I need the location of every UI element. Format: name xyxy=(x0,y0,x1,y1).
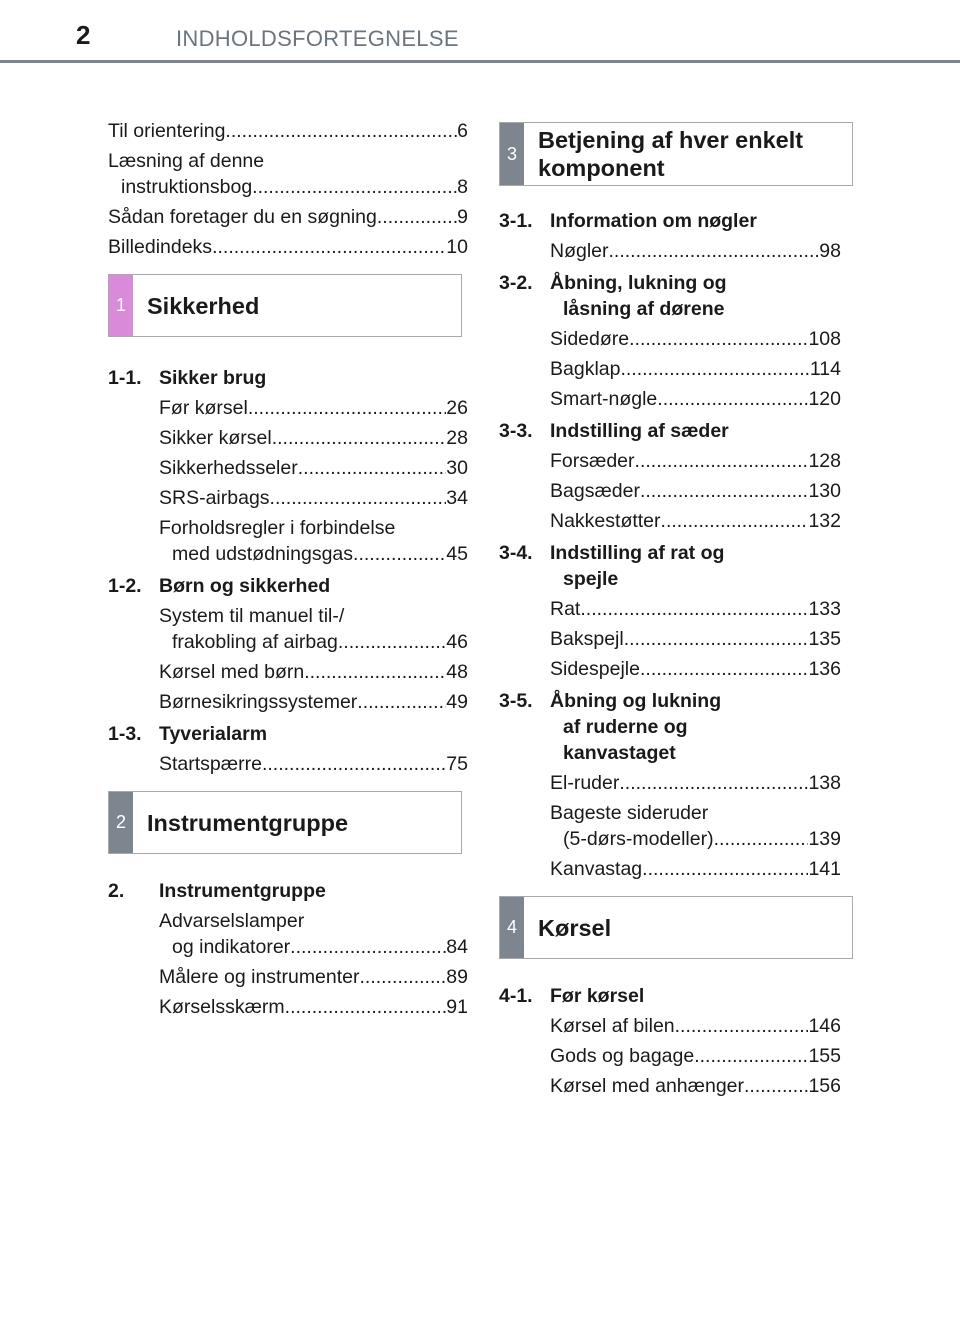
section-heading[interactable]: 3-2. Åbning, lukning og xyxy=(499,272,727,294)
toc-entry[interactable]: Sådan foretager du en søgning ..... 9 xyxy=(108,204,468,230)
toc-entry[interactable]: Sidedøre ..... 108 xyxy=(550,326,841,352)
section-heading[interactable]: 1-1. Sikker brug xyxy=(108,367,267,389)
toc-entry[interactable]: Nakkestøtter ..... 132 xyxy=(550,508,841,534)
toc-entry[interactable]: Sikkerhedsseler ..... 30 xyxy=(159,455,468,481)
page-header xyxy=(0,0,960,64)
toc-entry[interactable]: SRS-airbags ..... 34 xyxy=(159,485,468,511)
chapter-number-tab: 1 xyxy=(109,275,133,336)
chapter-title: Betjening af hver enkelt komponent xyxy=(538,127,804,181)
page-title: INDHOLDSFORTEGNELSE xyxy=(176,26,459,51)
section-items xyxy=(499,770,853,882)
section-items xyxy=(108,908,468,1020)
chapter-title: Kørsel xyxy=(538,914,612,941)
section-heading[interactable]: 3-1. Information om nøgler xyxy=(499,210,757,232)
chapter-number-tab: 3 xyxy=(500,123,524,185)
section-items xyxy=(108,751,468,777)
toc-entry[interactable]: Smart-nøgle ..... 120 xyxy=(550,386,841,412)
section-heading-cont: kanvastaget xyxy=(563,742,676,764)
section-items xyxy=(499,1013,853,1099)
toc-entry[interactable]: Billedindeks ..... 10 xyxy=(108,234,468,260)
chapter-box-3[interactable] xyxy=(499,122,853,186)
section-heading[interactable]: 4-1. Før kørsel xyxy=(499,985,645,1007)
toc-entry[interactable]: Målere og instrumenter ..... 89 xyxy=(159,964,468,990)
section-heading[interactable]: 3-5. Åbning og lukning xyxy=(499,690,722,712)
section-heading[interactable]: 3-4. Indstilling af rat og xyxy=(499,542,725,564)
chapter-box-4[interactable] xyxy=(499,896,853,959)
toc-entry[interactable]: Bakspejl ..... 135 xyxy=(550,626,841,652)
toc-entry[interactable]: Bagsæder ..... 130 xyxy=(550,478,841,504)
toc-entry[interactable]: Kanvastag ..... 141 xyxy=(550,856,841,882)
toc-right-column xyxy=(499,122,853,1099)
section-items xyxy=(499,448,853,534)
section-items xyxy=(108,395,468,567)
section-heading-cont: låsning af dørene xyxy=(563,298,725,320)
section-heading-cont: af ruderne og xyxy=(563,716,688,738)
toc-entry[interactable]: Kørsel med børn ..... 48 xyxy=(159,659,468,685)
toc-entry[interactable]: Kørselsskærm ..... 91 xyxy=(159,994,468,1020)
section-heading-cont: spejle xyxy=(563,568,619,590)
toc-entry[interactable]: Bagklap ..... 114 xyxy=(550,356,841,382)
toc-entry[interactable]: Forsæder ..... 128 xyxy=(550,448,841,474)
toc-entry[interactable]: Før kørsel ..... 26 xyxy=(159,395,468,421)
toc-entry[interactable]: Til orientering ..... 6 xyxy=(108,118,468,144)
chapter-title: Sikkerhed xyxy=(147,292,260,319)
toc-entry[interactable]: Rat ..... 133 xyxy=(550,596,841,622)
chapter-box-2[interactable] xyxy=(108,791,462,854)
chapter-box-1[interactable] xyxy=(108,274,462,337)
toc-entry-line[interactable]: Forholdsregler i forbindelse xyxy=(159,517,396,539)
chapter-number-tab: 2 xyxy=(109,792,133,853)
section-heading[interactable]: 2. Instrumentgruppe xyxy=(108,880,326,902)
section-heading[interactable]: 1-2. Børn og sikkerhed xyxy=(108,575,331,597)
toc-entry-line[interactable]: Læsning af denne xyxy=(108,150,265,172)
section-heading[interactable]: 3-3. Indstilling af sæder xyxy=(499,420,729,442)
toc-entry[interactable]: Kørsel med anhænger ..... 156 xyxy=(550,1073,841,1099)
section-heading[interactable]: 1-3. Tyverialarm xyxy=(108,723,268,745)
toc-entry[interactable]: (5-dørs-modeller) ..... 139 xyxy=(550,826,841,852)
toc-entry[interactable]: og indikatorer ..... 84 xyxy=(159,934,468,960)
chapter-title: Instrumentgruppe xyxy=(147,809,349,836)
toc-entry[interactable]: El-ruder ..... 138 xyxy=(550,770,841,796)
chapter-number-tab: 4 xyxy=(500,897,524,958)
toc-entry[interactable]: med udstødningsgas ..... 45 xyxy=(159,541,468,567)
toc-entry[interactable]: Startspærre ..... 75 xyxy=(159,751,468,777)
toc-entry[interactable]: Gods og bagage ..... 155 xyxy=(550,1043,841,1069)
toc-entry-line[interactable]: Bageste sideruder xyxy=(550,802,709,824)
toc-entry-line[interactable]: Advarselslamper xyxy=(159,910,305,932)
section-items xyxy=(499,596,853,682)
toc-entry[interactable]: Børnesikringssystemer ..... 49 xyxy=(159,689,468,715)
section-items xyxy=(108,603,468,715)
toc-entry[interactable]: Kørsel af bilen ..... 146 xyxy=(550,1013,841,1039)
header-divider xyxy=(0,60,960,63)
section-items xyxy=(499,326,853,412)
toc-entry[interactable]: Nøgler ..... 98 xyxy=(550,238,841,264)
toc-entry[interactable]: instruktionsbog ..... 8 xyxy=(108,174,468,200)
toc-entry-line[interactable]: System til manuel til-/ xyxy=(159,605,345,627)
toc-entry[interactable]: frakobling af airbag ..... 46 xyxy=(159,629,468,655)
toc-entry[interactable]: Sikker kørsel ..... 28 xyxy=(159,425,468,451)
toc-entry[interactable]: Sidespejle ..... 136 xyxy=(550,656,841,682)
page-number: 2 xyxy=(76,20,91,50)
toc-left-column xyxy=(108,118,468,1020)
section-items xyxy=(499,238,853,264)
